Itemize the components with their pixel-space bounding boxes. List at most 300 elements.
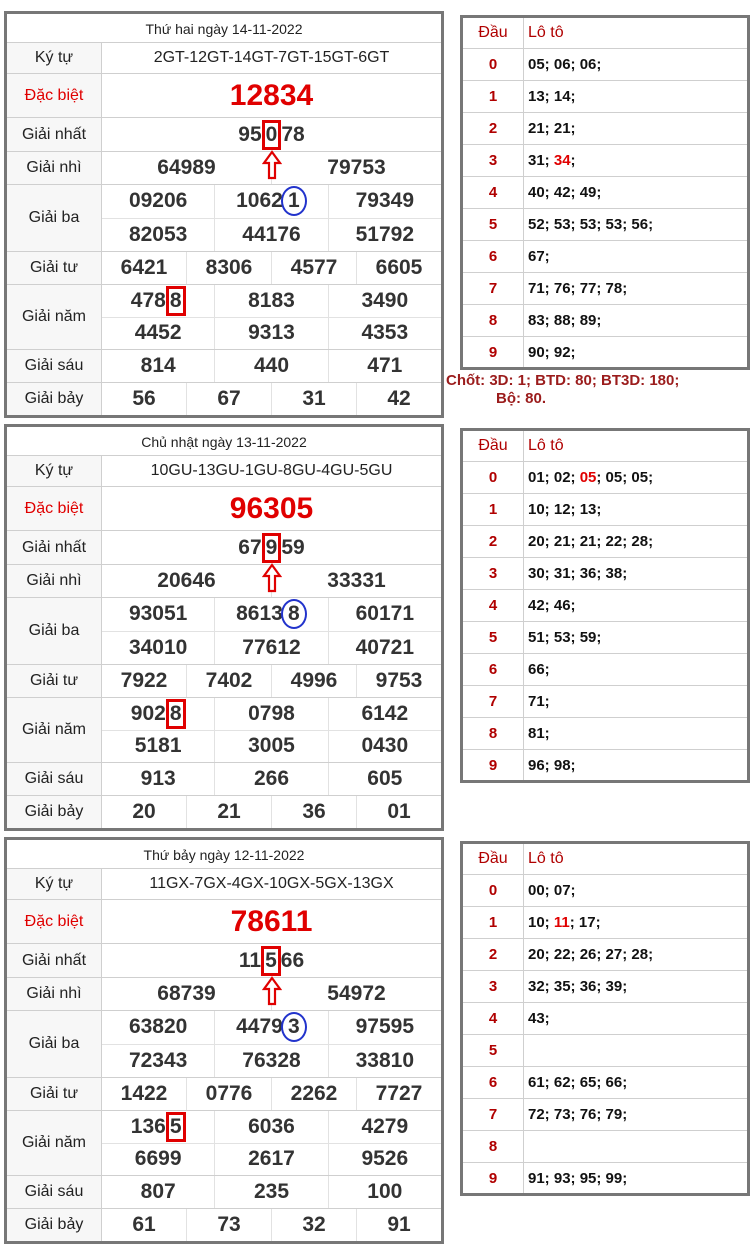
prize-number: 0776 [186,1078,271,1110]
loto-numbers [524,1131,747,1162]
prize-line [102,317,441,350]
loto-row [463,1003,747,1035]
loto-head-digit: 8 [463,1131,524,1162]
prize-label: Đặc biệt [7,74,102,117]
prize-number: 82053 [128,222,188,246]
loto-head-digit: 3 [463,145,524,176]
prize-number: 73 [186,1209,271,1241]
prize-label: Giải ba [7,1011,102,1077]
prize-label: Giải nhì [7,152,102,184]
prize-label: Giải bảy [7,1209,102,1241]
loto-numbers [524,750,747,780]
loto-head-digit: 5 [463,622,524,653]
loto-head-digit: 4 [463,177,524,208]
prize-line [102,698,441,730]
loto-numbers [524,81,747,112]
prediction-line-1: Chốt: 3D: 1; BTD: 80; BT3D: 180; [446,372,680,389]
prize-number: 4279 [328,1111,441,1143]
number-part: 59 [281,535,305,559]
loto-row [463,750,747,780]
number-part: 67 [238,535,262,559]
prize-number: 4353 [328,318,441,350]
prize-number: 4996 [271,665,356,697]
loto-numbers-pre: 51; 53; 59; [528,629,602,646]
prize-line [102,74,441,117]
prize-number: 471 [328,350,441,382]
loto-row [463,1163,747,1193]
prize-number: 20 [132,800,156,823]
prize-number: 77612 [214,632,327,665]
loto-numbers [524,177,747,208]
prize-number: 12834 [229,78,314,112]
prize-number: 9526 [328,1144,441,1176]
loto-numbers-pre: 66; [528,661,550,678]
prize-number: 79349 [328,185,441,218]
prize-line [102,1143,441,1176]
prize-number: 63820 [128,1015,188,1039]
loto-numbers-pre: 42; 46; [528,597,576,614]
prize-number: 97595 [328,1011,441,1044]
loto-head-digit: 1 [463,81,524,112]
prize-line [102,1078,441,1110]
prize-number: 6036 [214,1111,327,1143]
prize-values [102,285,441,349]
loto-numbers-pre: 01; 02; [528,469,580,486]
loto-numbers [524,1035,747,1066]
number-part: 8613 [236,602,283,626]
loto-numbers-pre: 72; 73; 76; 79; [528,1106,628,1123]
loto-row [463,686,747,718]
loto-head-digit: 9 [463,750,524,780]
loto-table [460,15,750,370]
loto-head-digit: 0 [463,462,524,493]
loto-head-digit: 5 [463,209,524,240]
prize-label: Giải nhất [7,944,102,977]
prize-label: Ký tự [7,456,102,486]
prize-label: Giải nhất [7,531,102,564]
prize-line [102,252,441,284]
prize-number: 6605 [356,252,441,284]
loto-row [463,558,747,590]
prize-number: 36 [271,796,356,828]
loto-numbers-pre: 81; [528,725,550,742]
prize-label: Giải bảy [7,383,102,415]
number-part: 4479 [236,1015,283,1039]
loto-row [463,1099,747,1131]
prize-row-g4 [7,1078,441,1111]
prize-number: 7922 [120,669,168,692]
prize-label: Ký tự [7,43,102,73]
prize-number: 60171 [328,598,441,631]
loto-table [460,428,750,783]
prize-values [102,598,441,664]
loto-row [463,494,747,526]
prize-number: 79753 [271,152,441,184]
loto-numbers-pre: 10; 12; 13; [528,501,602,518]
loto-head-digit: 4 [463,590,524,621]
prize-line [102,944,441,977]
prize-values [102,796,441,828]
loto-numbers [524,939,747,970]
loto-head-digit: 9 [463,1163,524,1193]
loto-head-digit: 1 [463,907,524,938]
loto-number-highlight: 34 [553,152,571,169]
loto-numbers [524,337,747,367]
prize-label: Giải bảy [7,796,102,828]
prize-number [102,944,441,977]
prize-label: Giải nhất [7,118,102,151]
highlighted-digit: 0 [262,120,282,150]
prize-label: Đặc biệt [7,900,102,943]
prize-number: 3005 [214,731,327,763]
prize-number: 10GU-13GU-1GU-8GU-4GU-5GU [150,462,393,479]
loto-row [463,209,747,241]
loto-numbers-pre: 40; 42; 49; [528,184,602,201]
loto-numbers-pre: 90; 92; [528,343,576,361]
prize-row-g3 [7,185,441,252]
prize-line [102,1111,441,1143]
prize-row-g7 [7,796,441,828]
loto-body-label: Lô tô [528,850,564,867]
prize-number [102,531,441,564]
prize-number: 605 [328,763,441,795]
prize-values [102,698,441,762]
prediction-note [446,372,746,408]
prize-label: Giải tư [7,252,102,284]
prize-values [102,1011,441,1077]
prize-values [102,665,441,697]
prize-values [102,869,441,899]
loto-head-digit: 6 [463,1067,524,1098]
loto-numbers [524,145,747,176]
loto-numbers-post: ; 17; [569,914,601,931]
prize-values [102,74,441,117]
prize-number: 34010 [128,635,188,659]
loto-numbers-pre: 67; [528,248,550,265]
prize-line [102,383,441,415]
result-table [4,424,444,831]
loto-numbers-pre: 71; [528,693,550,710]
prize-line [102,730,441,763]
number-part: 95 [238,122,262,146]
loto-row [463,177,747,209]
prize-line [102,531,441,564]
prize-row-g3 [7,598,441,665]
loto-head-label: Đầu [463,431,524,461]
highlighted-digit: 5 [261,946,281,976]
loto-row [463,1067,747,1099]
number-part: 902 [130,701,166,725]
loto-numbers [524,590,747,621]
up-arrow-icon [262,150,282,180]
loto-numbers-pre: 13; 14; [528,88,576,105]
prize-number: 2617 [214,1144,327,1176]
loto-header-row [463,431,747,462]
prize-label: Giải ba [7,598,102,664]
loto-body-label: Lô tô [528,437,564,454]
loto-numbers-pre: 00; 07; [528,882,576,899]
loto-numbers [524,1067,747,1098]
prize-number [102,1111,214,1143]
prize-row-g4 [7,252,441,285]
loto-table [460,841,750,1196]
prize-number: 2262 [271,1078,356,1110]
number-part: 136 [130,1114,166,1138]
prize-number: 44176 [214,219,327,252]
highlighted-digit: 5 [166,1112,186,1142]
loto-numbers-pre: 52; 53; 53; 53; 56; [528,216,654,233]
loto-numbers [524,971,747,1002]
loto-numbers-post: ; [570,152,576,169]
loto-numbers [524,1163,747,1193]
prize-row-g2 [7,978,441,1011]
prize-values [102,487,441,530]
prize-number: 8183 [214,285,327,317]
prize-row-kytu [7,869,441,900]
loto-numbers-pre: 43; [528,1010,550,1027]
loto-head-digit: 7 [463,273,524,304]
prize-number: 64989 [157,156,216,179]
prize-number: 4577 [271,252,356,284]
prize-line [102,631,441,665]
prize-row-g1 [7,944,441,978]
prize-label: Giải năm [7,285,102,349]
loto-numbers-pre: 30; 31; 36; 38; [528,565,628,582]
prize-number: 01 [356,796,441,828]
loto-numbers [524,241,747,272]
loto-numbers [524,113,747,144]
prize-number: 76328 [214,1045,327,1078]
prize-line [102,1044,441,1078]
prize-line [102,487,441,530]
loto-numbers [524,718,747,749]
prize-row-g1 [7,118,441,152]
loto-numbers-post: ; 05; 05; [596,469,654,486]
loto-numbers [524,622,747,653]
loto-numbers [524,875,747,906]
prize-line [102,350,441,382]
loto-numbers [524,305,747,336]
loto-numbers [524,654,747,685]
loto-head-digit: 0 [463,875,524,906]
loto-head-label: Đầu [463,18,524,48]
prize-number: 09206 [128,189,188,213]
loto-numbers [524,1003,747,1034]
loto-head-digit: 4 [463,1003,524,1034]
loto-head-digit: 6 [463,241,524,272]
prize-values [102,252,441,284]
prize-number: 40721 [328,632,441,665]
prize-number: 32 [271,1209,356,1241]
prize-line [102,285,441,317]
loto-head-label: Đầu [463,844,524,874]
prize-number: 9313 [214,318,327,350]
loto-row [463,718,747,750]
prize-row-g5 [7,1111,441,1176]
prize-values [102,531,441,564]
loto-head-digit: 3 [463,558,524,589]
prize-line [102,665,441,697]
loto-row [463,875,747,907]
prize-label: Đặc biệt [7,487,102,530]
up-arrow-icon [262,563,282,593]
prize-row-db [7,74,441,118]
loto-numbers [524,462,747,493]
prize-number: 72343 [128,1048,188,1072]
loto-row [463,241,747,273]
prize-number [214,1011,327,1044]
prize-number: 11GX-7GX-4GX-10GX-5GX-13GX [149,875,394,892]
loto-row [463,590,747,622]
prize-values [102,1176,441,1208]
number-part: 11 [238,948,262,972]
loto-numbers [524,907,747,938]
prize-label: Giải nhì [7,978,102,1010]
prize-number: 61 [132,1213,156,1236]
loto-numbers-pre: 96; 98; [528,756,576,774]
prize-number: 21 [186,796,271,828]
loto-head-digit: 7 [463,686,524,717]
loto-head-digit: 6 [463,654,524,685]
prize-values [102,185,441,251]
loto-row [463,273,747,305]
prize-number: 913 [140,767,176,790]
prize-values [102,1209,441,1241]
prize-number: 31 [271,383,356,415]
loto-head-digit: 1 [463,494,524,525]
prize-number [102,285,214,317]
loto-row [463,1035,747,1067]
loto-head-digit: 8 [463,305,524,336]
loto-row [463,971,747,1003]
prize-label: Ký tự [7,869,102,899]
highlighted-digit: 8 [166,286,186,316]
loto-row [463,907,747,939]
prize-label: Giải sáu [7,763,102,795]
prize-row-kytu [7,456,441,487]
result-table [4,837,444,1244]
loto-numbers-pre: 71; 76; 77; 78; [528,280,628,297]
prize-line [102,185,441,218]
loto-head-digit: 2 [463,526,524,557]
prize-row-g1 [7,531,441,565]
prize-number: 4452 [134,321,182,345]
loto-numbers [524,494,747,525]
prize-line [102,598,441,631]
loto-numbers-pre: 10; [528,914,554,931]
loto-numbers [524,209,747,240]
prize-line [102,869,441,899]
prize-values [102,118,441,151]
loto-row [463,654,747,686]
prize-label: Giải nhì [7,565,102,597]
prize-number: 78611 [230,904,313,938]
result-date-title: Chủ nhật ngày 13-11-2022 [7,427,441,456]
prize-label: Giải tư [7,1078,102,1110]
prize-values [102,383,441,415]
loto-row [463,113,747,145]
prize-number: 0798 [214,698,327,730]
prize-number: 54972 [271,978,441,1010]
prize-line [102,1209,441,1241]
loto-head-digit: 2 [463,939,524,970]
loto-numbers-pre: 05; 06; 06; [528,56,602,73]
loto-numbers-pre: 91; 93; 95; 99; [528,1169,628,1187]
prize-number: 266 [214,763,327,795]
prize-number: 100 [328,1176,441,1208]
loto-row [463,337,747,367]
prize-number: 3490 [328,285,441,317]
prize-row-g2 [7,152,441,185]
prize-row-g6 [7,1176,441,1209]
prize-line [102,456,441,486]
prize-number: 6142 [328,698,441,730]
prize-number: 6699 [134,1147,182,1171]
number-part: 78 [281,122,305,146]
loto-numbers-pre: 61; 62; 65; 66; [528,1074,628,1091]
prize-line [102,118,441,151]
prize-number: 6421 [120,256,168,279]
number-part: 478 [130,288,166,312]
prize-label: Giải sáu [7,1176,102,1208]
prize-line [102,1011,441,1044]
prediction-line-2: Bộ: 80. [496,390,547,407]
loto-head-digit: 9 [463,337,524,367]
prize-number: 9753 [356,665,441,697]
circled-digit: 1 [281,186,307,216]
prize-number: 91 [356,1209,441,1241]
number-part: 1062 [236,189,283,213]
prize-label: Giải năm [7,698,102,762]
prize-label: Giải sáu [7,350,102,382]
prize-values [102,1078,441,1110]
prize-label: Giải năm [7,1111,102,1175]
loto-row [463,939,747,971]
loto-numbers [524,1099,747,1130]
result-date-title: Thứ hai ngày 14-11-2022 [7,14,441,43]
loto-row [463,49,747,81]
prize-number: 20646 [157,569,216,592]
loto-numbers [524,526,747,557]
loto-numbers-pre: 83; 88; 89; [528,312,602,329]
prize-values [102,900,441,943]
result-table [4,11,444,418]
prize-number: 235 [214,1176,327,1208]
prize-values [102,350,441,382]
loto-row [463,526,747,558]
highlighted-digit: 8 [166,699,186,729]
prize-number: 8306 [186,252,271,284]
prize-number: 807 [140,1180,176,1203]
loto-head-digit: 0 [463,49,524,80]
loto-row [463,81,747,113]
loto-body-label: Lô tô [528,24,564,41]
prize-number [214,185,327,218]
prize-values [102,456,441,486]
circled-digit: 3 [281,1012,307,1042]
highlighted-digit: 9 [262,533,282,563]
prize-row-g7 [7,383,441,415]
prize-number: 0430 [328,731,441,763]
prize-label: Giải tư [7,665,102,697]
prize-label: Giải ba [7,185,102,251]
prize-number: 51792 [328,219,441,252]
prize-values [102,43,441,73]
loto-numbers-pre: 32; 35; 36; 39; [528,978,628,995]
prize-number [214,598,327,631]
loto-row [463,1131,747,1163]
prize-line [102,796,441,828]
